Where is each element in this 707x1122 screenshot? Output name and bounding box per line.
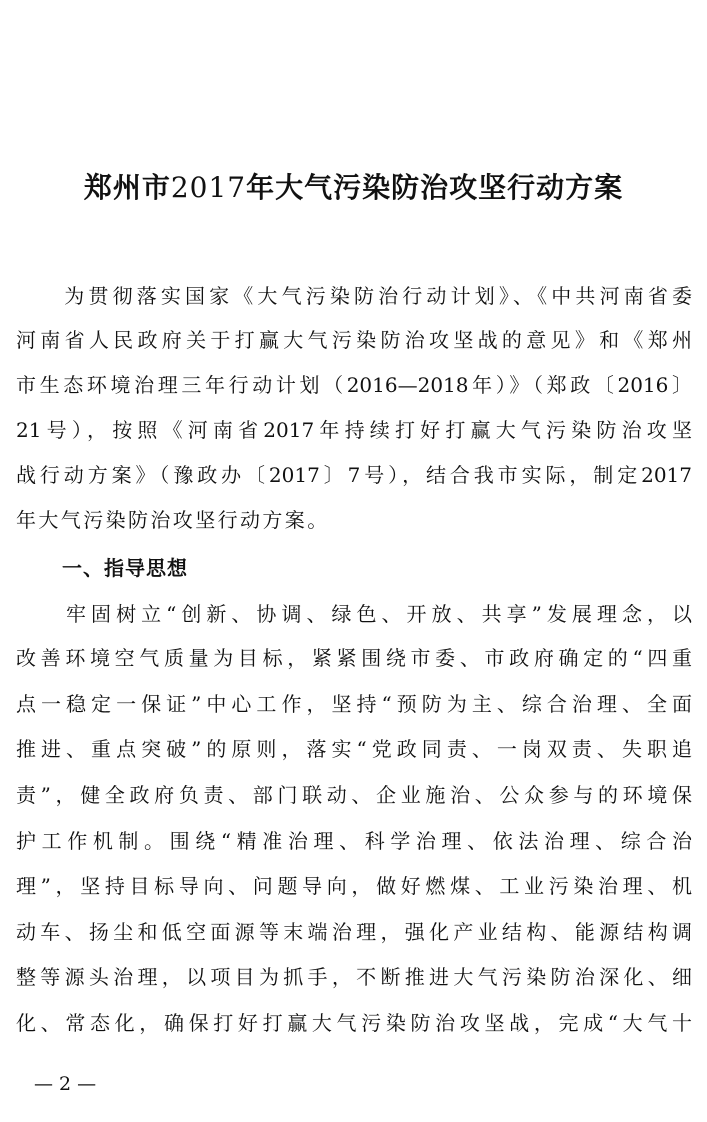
paragraph1-line-5: 战行动方案》（豫政办〔2017〕7号），结合我市实际，制定2017 — [16, 463, 692, 487]
document-title — [0, 168, 707, 208]
title-suffix: 年大气污染防治攻坚行动方案 — [246, 171, 624, 204]
paragraph2-line-5: 责”，健全政府负责、部门联动、企业施治、公众参与的环境保 — [16, 783, 692, 807]
paragraph2-line-3: 点一稳定一保证”中心工作，坚持“预防为主、综合治理、全面 — [16, 692, 692, 716]
section-heading: 一、指导思想 — [62, 556, 188, 580]
paragraph2-line-7: 理”，坚持目标导向、问题导向，做好燃煤、工业污染治理、机 — [16, 874, 692, 898]
title-year: 2017 — [170, 171, 247, 204]
paragraph2-line-2: 改善环境空气质量为目标，紧紧围绕市委、市政府确定的“四重 — [16, 646, 692, 670]
paragraph2-line-9: 整等源头治理，以项目为抓手，不断推进大气污染防治深化、细 — [16, 965, 692, 989]
paragraph2-line-4: 推进、重点突破”的原则，落实“党政同责、一岗双责、失职追 — [16, 737, 692, 761]
paragraph1-line-3: 市生态环境治理三年行动计划（2016—2018年）》（郑政〔2016〕 — [16, 373, 692, 397]
paragraph1-line-1: 为贯彻落实国家《大气污染防治行动计划》、《中共河南省委 — [16, 284, 692, 308]
paragraph1-line-4: 21号），按照《河南省2017年持续打好打赢大气污染防治攻坚 — [16, 418, 692, 442]
paragraph2-line-6: 护工作机制。围绕“精准治理、科学治理、依法治理、综合治 — [16, 829, 692, 853]
paragraph1-line-6: 年大气污染防治攻坚行动方案。 — [16, 508, 330, 532]
paragraph2-line-10: 化、常态化，确保打好打赢大气污染防治攻坚战，完成“大气十 — [16, 1011, 692, 1035]
title-prefix: 郑州市 — [83, 171, 171, 204]
paragraph1-line-2: 河南省人民政府关于打赢大气污染防治攻坚战的意见》和《郑州 — [16, 328, 692, 352]
page-number: — 2 — — [34, 1073, 97, 1095]
paragraph2-line-1: 牢固树立“创新、协调、绿色、开放、共享”发展理念，以 — [16, 602, 692, 626]
paragraph2-line-8: 动车、扬尘和低空面源等末端治理，强化产业结构、能源结构调 — [16, 920, 692, 944]
